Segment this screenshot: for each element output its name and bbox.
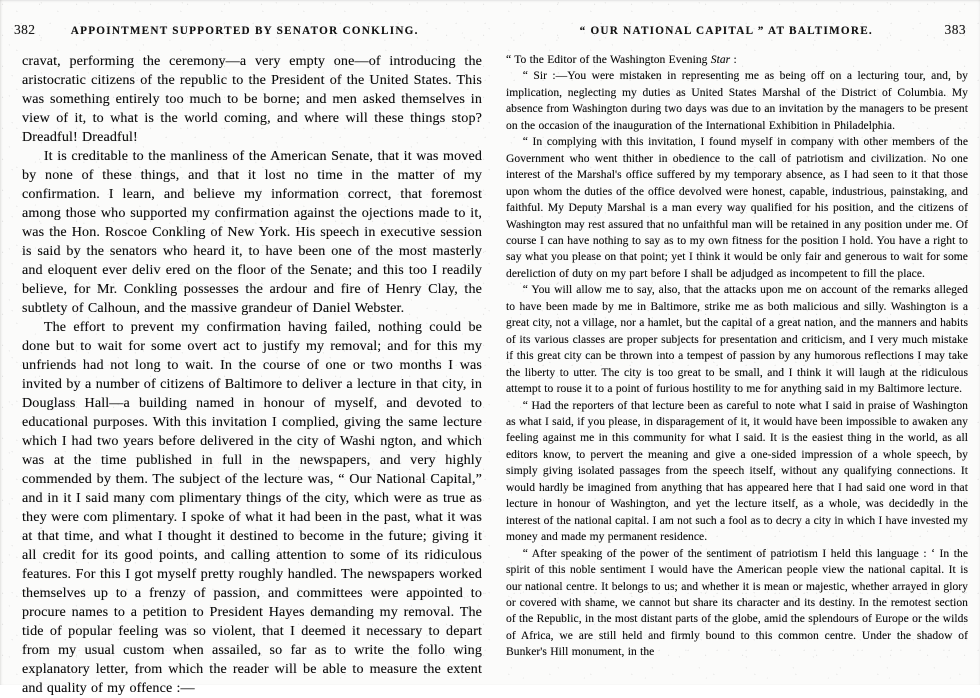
paragraph: “ After speaking of the power of the sentiment of patriotism I held this language : ‘ In the spirit of this noble sentiment I would have the American people view the national capital. It is our national centre. It belongs to us; and whether it is mean or majestic, whether arrayed in glory or covered with shame, we cannot but share its character and its destiny. In the remotest section of the Republic, in the most distant parts of the globe, amid the splendours of Europe or the wilds of Africa, we are still held and firmly bound to this common centre. Under the shadow of Bunker's Hill monument, in the bbox=[506, 547, 968, 659]
page-number-left: 382 bbox=[14, 22, 36, 37]
letter-salutation bbox=[506, 52, 968, 68]
page-number-right: 383 bbox=[944, 22, 966, 37]
paragraph: The effort to prevent my confirmation having failed, nothing could be done but to wait for some overt act to justify my removal; and for this my unfriends had not long to wait. In the course of one or two months I was invited by a number of citizens of Baltimore to deliver a lecture in that city, in Douglass Hall—a building named in honour of myself, and devoted to educational purposes. With this invitation I complied, giving the same lecture which I had two years before delivered in the city of Washi ngton, and which was at the time published in full in the newspapers, and very highly commended by them. The subject of the lecture was, “ Our National Capital,” and in it I said many com plimentary things of the city, which were as true as they were com plimentary. I spoke of what it had been in the past, what it was at that time, and what I thought it destined to become in the future; giving it all credit for its good points, and calling attention to some of its ridiculous features. For this I got myself pretty roughly handled. The newspapers worked themselves up to a frenzy of passion, and committees were appointed to procure names to a petition to President Hayes demanding my removal. The tide of popular feeling was so violent, that I deemed it necessary to depart from my usual custom when assailed, so far as to write the follo wing explanatory letter, from which the reader will be able to measure the extent and quality of my offence :— bbox=[22, 319, 482, 696]
left-page-text-column bbox=[22, 52, 482, 698]
paragraph: “ Had the reporters of that lecture been as careful to note what I said in praise of Washington as what I said, if you please, in disparagement of it, it would have been impossible to awaken any feeling against me in this community for what I said. It is the easiest thing in the world, as all editors know, to pervert the meaning and give a one-sided impression of a whole speech, by simply giving isolated passages from the speech itself, without any qualifying connections. It would hardly be imagined from anything that has appeared here that I had said one word in that lecture in honour of Washington, and yet the lecture itself, as a whole, was decidedly in the interest of the national capital. I am not such a fool as to decry a city in which I have invested my money and made my permanent residence. bbox=[506, 399, 968, 544]
letter-salutation-suffix: : bbox=[730, 54, 737, 66]
paragraph: cravat, performing the ceremony—a very empty one—of introducing the aristocratic citizens of the republic to the President of the United States. This was something entirely too much to be borne; and men asked themselves in view of it, to what is the world coming, and where will these things stop? Dreadful! Dreadful! bbox=[22, 53, 482, 145]
running-head-title-right: “ OUR NATIONAL CAPITAL ” AT BALTIMORE. bbox=[579, 25, 873, 37]
letter-salutation-publication-name: Star bbox=[710, 54, 731, 66]
paragraph: “ You will allow me to say, also, that the attacks upon me on account of the remarks alleged to have been made by me in Baltimore, strike me as both malicious and silly. Washington is a great city, not a village, nor a hamlet, but the capital of a great nation, and the manners and habits of its various classes are proper subjects for presentation and criticism, and I very much mistake if this great city can be thrown into a tempest of passion by any humorous reflections I may take the liberty to utter. The city is too great to be small, and I think it will laugh at the ridiculous attempt to rouse it to a point of furious hostility to me for anything said in my Baltimore lecture. bbox=[506, 284, 968, 396]
right-page-text-column bbox=[506, 52, 968, 661]
paragraph: It is creditable to the manliness of the American Senate, that it was moved by none of these things, and that it lost no time in the matter of my confirmation. I learn, and believe my information correct, that foremost among those who supported my confirmation against the ojections made to it, was the Hon. Roscoe Conkling of New York. His speech in executive session is said by the senators who heard it, to have been one of the most masterly and eloquent ever deliv ered on the floor of the Senate; and this too I readily believe, for Mr. Conkling possesses the ardour and fire of Henry Clay, the subtlety of Calhoun, and the massive grandeur of Daniel Webster. bbox=[22, 148, 482, 316]
paragraph: “ Sir :—You were mistaken in representing me as being off on a lecturing tour, and, by implication, neglecting my duties as United States Marshal of the District of Columbia. My absence from Washington during two days was due to an invitation by the managers to be present on the occasion of the inauguration of the International Exhibition in Philadelphia. bbox=[506, 70, 968, 132]
running-head-title-left: APPOINTMENT SUPPORTED BY SENATOR CONKLING. bbox=[70, 25, 419, 37]
running-head-left bbox=[14, 22, 480, 38]
letter-salutation-prefix: “ To the Editor of the Washington Evening bbox=[506, 54, 711, 66]
running-head-right bbox=[500, 22, 966, 38]
paragraph: “ In complying with this invitation, I found myself in company with other members of the Government who went thither in obedience to the call of patriotism and civilization. No one interest of the Marshal's office suffered by my temporary absence, as I had seen to it that those upon whom the duties of the office devolved were honest, capable, industrious, painstaking, and faithful. My Deputy Marshal is a man every way qualified for his position, and the citizens of Washington may rest assured that no unfaithful man will be retained in any position under me. Of course I can have nothing to say as to my own fitness for the position I hold. You have a right to say what you please on that point; yet I think it would be only fair and generous to wait for some dereliction of duty on my part before I shall be adjudged as incompetent to fill the place. bbox=[506, 136, 968, 280]
